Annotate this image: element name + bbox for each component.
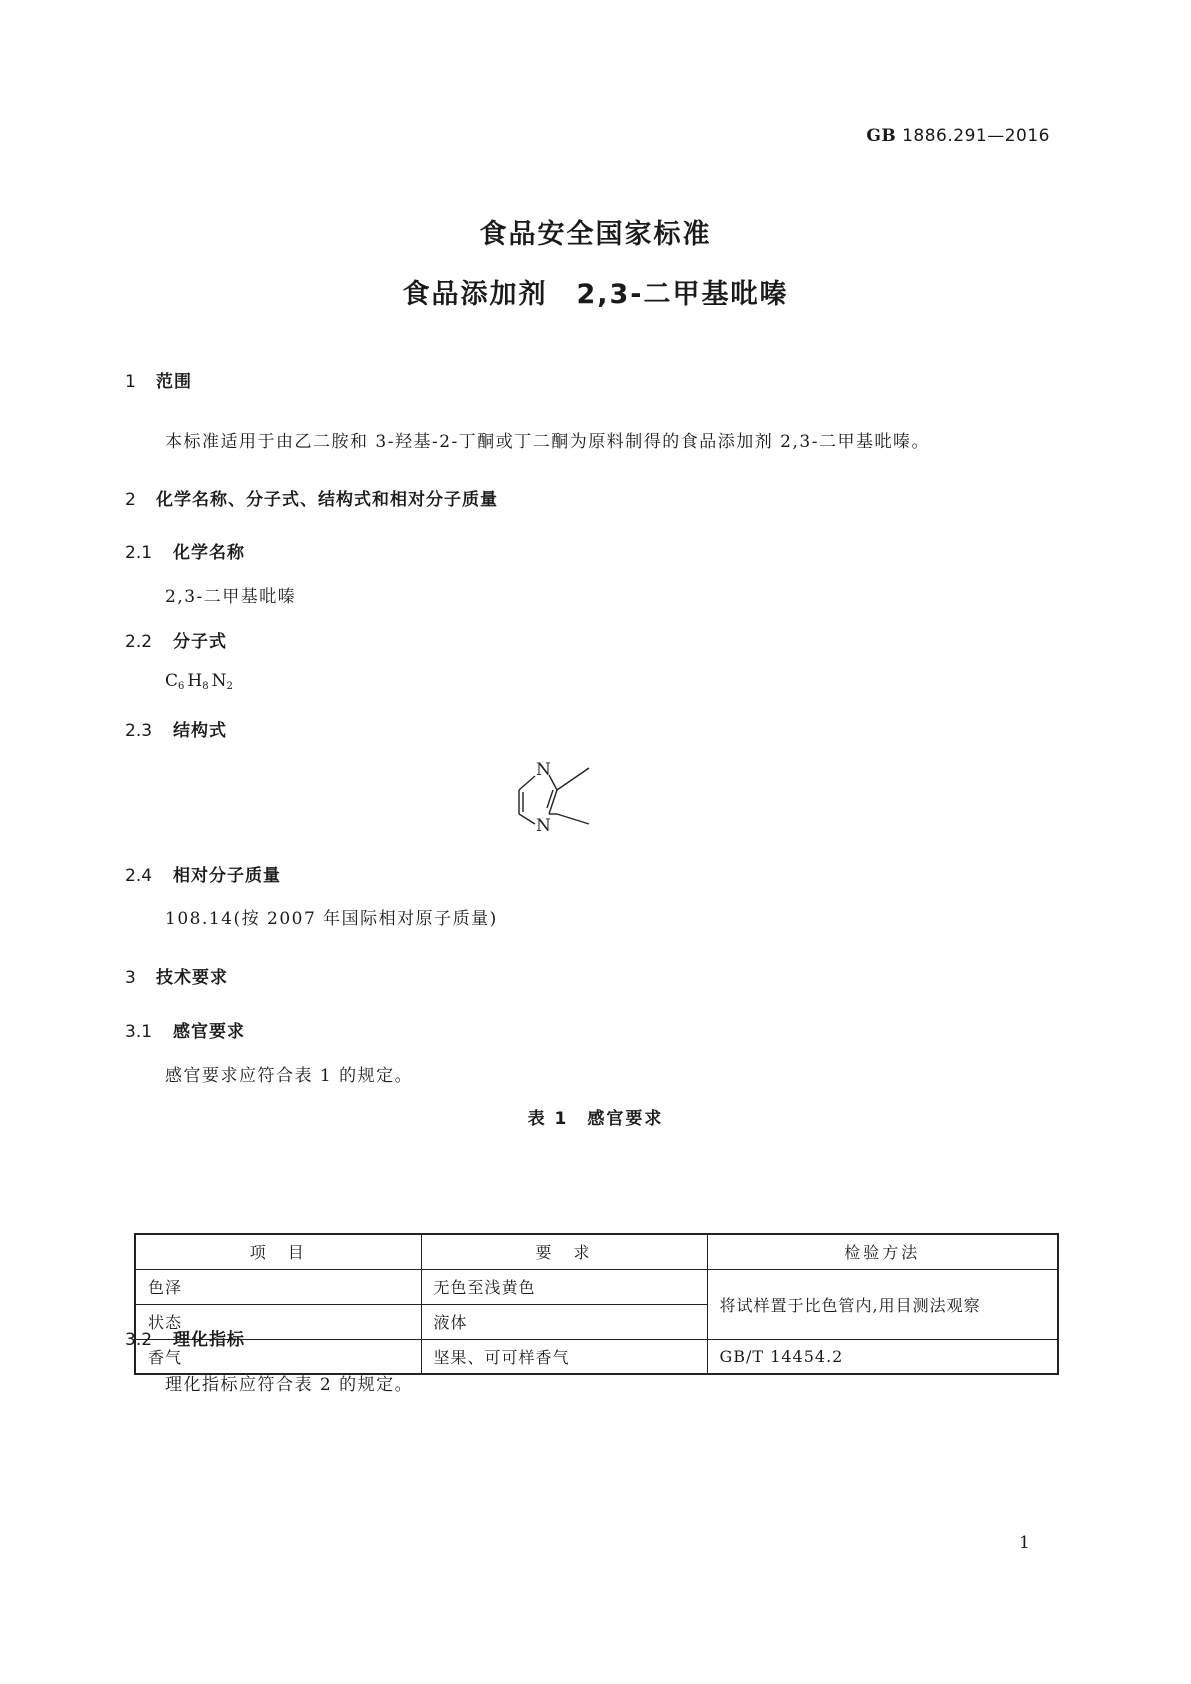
heading-number: 3.1 — [125, 1022, 153, 1042]
table-cell-item: 状态 — [135, 1304, 421, 1339]
heading-molecular-formula — [125, 627, 227, 652]
heading-text: 相对分子质量 — [173, 866, 281, 886]
heading-text: 化学名称 — [173, 543, 245, 563]
nitrogen-atom-top: N — [536, 760, 551, 780]
heading-text: 理化指标 — [173, 1330, 245, 1350]
standard-number — [866, 126, 1050, 146]
heading-chemical-name — [125, 538, 245, 563]
heading-scope — [125, 367, 192, 392]
structural-formula-diagram — [505, 750, 625, 840]
table-header-row — [135, 1234, 1058, 1269]
heading-text: 范围 — [156, 372, 192, 392]
heading-text: 化学名称、分子式、结构式和相对分子质量 — [156, 490, 498, 510]
heading-number: 3 — [125, 968, 136, 988]
heading-text: 技术要求 — [156, 968, 228, 988]
nitrogen-atom-bottom: N — [536, 816, 551, 836]
table-cell-requirement: 无色至浅黄色 — [421, 1269, 707, 1304]
table-row — [135, 1339, 1058, 1374]
chemical-name-text: 2,3-二甲基吡嗪 — [165, 587, 297, 607]
standard-code: 1886.291—2016 — [902, 126, 1050, 146]
molecular-formula: $C_6$ $H_8$ $N_2$ — [165, 671, 233, 692]
table-cell-requirement: 液体 — [421, 1304, 707, 1339]
table-header-cell: 检验方法 — [707, 1234, 1058, 1269]
standard-prefix: GB — [866, 126, 897, 146]
table-caption: 表 1 感官要求 — [527, 1109, 664, 1129]
sensory-requirements-text: 感官要求应符合表 1 的规定。 — [165, 1066, 414, 1086]
heading-technical-requirements — [125, 963, 228, 988]
heading-number: 3.2 — [125, 1330, 153, 1350]
table-header-cell: 项 目 — [135, 1234, 421, 1269]
heading-text: 感官要求 — [173, 1022, 245, 1042]
heading-text: 结构式 — [173, 721, 227, 741]
page-number: 1 — [1019, 1533, 1030, 1553]
heading-chemical-info — [125, 485, 498, 510]
table-cell-method: 将试样置于比色管内,用目测法观察 — [707, 1269, 1058, 1339]
heading-text: 分子式 — [173, 632, 227, 652]
heading-number: 2.1 — [125, 543, 153, 563]
physicochemical-text: 理化指标应符合表 2 的规定。 — [165, 1375, 414, 1395]
heading-number: 2.4 — [125, 866, 153, 886]
heading-sensory-requirements — [125, 1017, 245, 1042]
table-cell-requirement: 坚果、可可样香气 — [421, 1339, 707, 1374]
table-cell-method: GB/T 14454.2 — [707, 1339, 1058, 1374]
heading-number: 2 — [125, 490, 136, 510]
table-cell-item: 香气 — [135, 1339, 421, 1374]
sensory-requirements-table — [134, 1233, 1059, 1375]
table-cell-item: 色泽 — [135, 1269, 421, 1304]
molecular-mass-text: 108.14(按 2007 年国际相对原子质量) — [165, 909, 498, 929]
scope-text: 本标准适用于由乙二胺和 3-羟基-2-丁酮或丁二酮为原料制得的食品添加剂 2,3-二甲基吡嗪。 — [165, 432, 930, 452]
heading-molecular-mass — [125, 861, 281, 886]
table-header-cell: 要 求 — [421, 1234, 707, 1269]
heading-number: 1 — [125, 372, 136, 392]
document-subtitle: 食品添加剂 2,3-二甲基吡嗪 — [402, 279, 789, 310]
table-row — [135, 1269, 1058, 1304]
heading-number: 2.2 — [125, 632, 153, 652]
document-title: 食品安全国家标准 — [479, 219, 712, 250]
heading-number: 2.3 — [125, 721, 153, 741]
heading-structural-formula — [125, 716, 227, 741]
heading-physicochemical-indicators — [125, 1325, 245, 1350]
